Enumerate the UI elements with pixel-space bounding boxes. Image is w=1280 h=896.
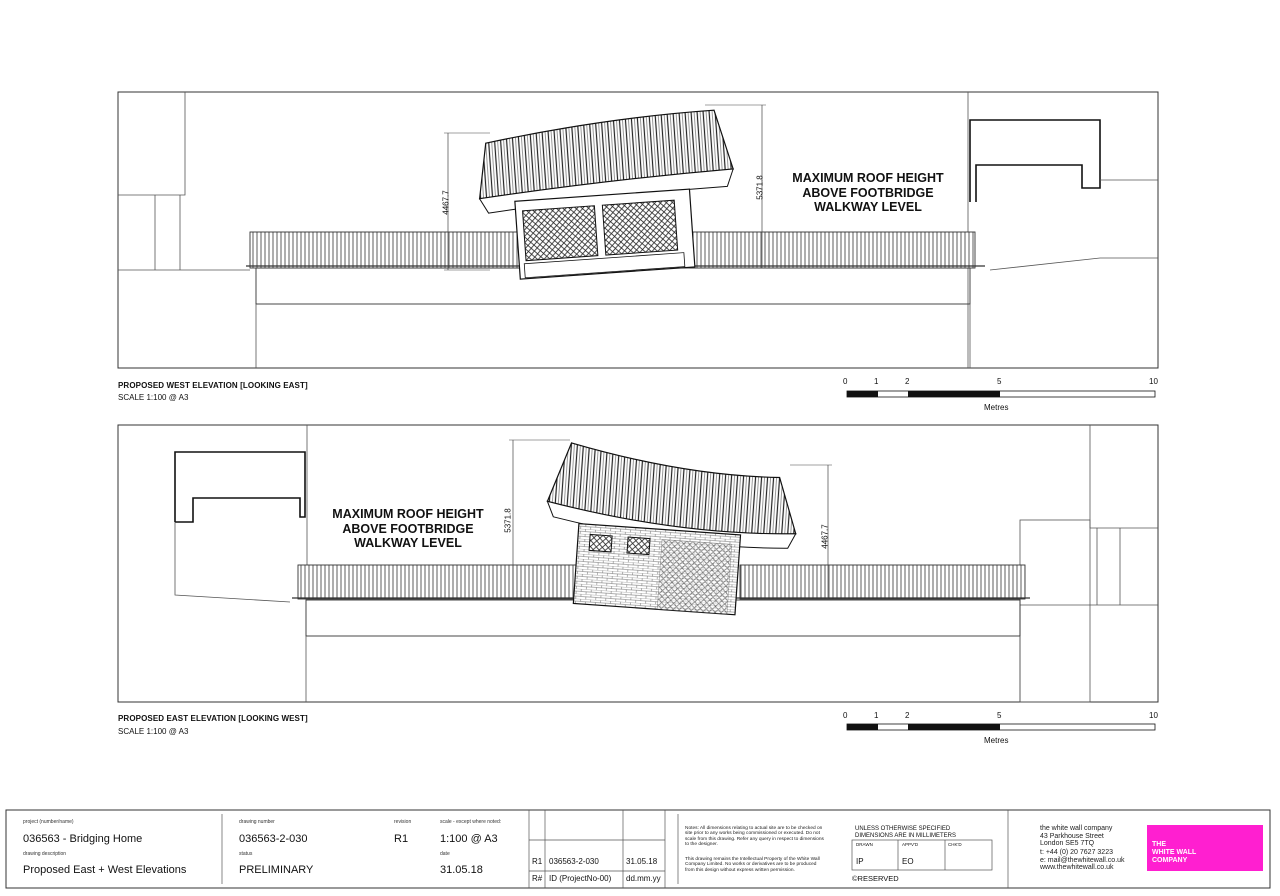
west-caption: PROPOSED WEST ELEVATION [LOOKING EAST] <box>118 381 308 390</box>
east-tick-10: 10 <box>1149 711 1158 720</box>
west-dim-right: 5371.8 <box>755 175 765 200</box>
east-elevation <box>118 425 1158 702</box>
rev-row-1-id: 036563-2-030 <box>549 857 599 866</box>
revision-value: R1 <box>394 833 409 845</box>
east-dim-right: 4467.7 <box>820 524 830 549</box>
east-tick-2: 2 <box>905 711 910 720</box>
status-label: status <box>239 851 253 857</box>
company-address <box>1040 825 1112 848</box>
desc-label: drawing description <box>23 851 67 857</box>
west-tick-10: 10 <box>1149 377 1158 386</box>
logo-line-1: THE <box>1152 841 1166 848</box>
west-scale-text: SCALE 1:100 @ A3 <box>118 393 189 402</box>
company-street: 43 Parkhouse Street <box>1040 832 1104 840</box>
rev-row-2-id: ID (ProjectNo-00) <box>549 874 612 883</box>
date-label: date <box>440 851 450 857</box>
company-logo <box>1147 825 1263 871</box>
west-note-line-2: ABOVE FOOTBRIDGE <box>802 185 934 200</box>
scale-value: 1:100 @ A3 <box>440 833 498 845</box>
company-name: the white wall company <box>1040 825 1113 832</box>
appvd-label: APPV'D <box>902 842 919 847</box>
west-tick-2: 2 <box>905 377 910 386</box>
dims-note-1: UNLESS OTHERWISE SPECIFIED <box>855 826 951 832</box>
rev-row-1-rev: R1 <box>532 857 543 866</box>
reserved-text: ©RESERVED <box>852 874 899 883</box>
logo-line-3: COMPANY <box>1152 857 1188 864</box>
east-tick-0: 0 <box>843 711 848 720</box>
west-dim-left: 4467.7 <box>441 190 451 215</box>
project-value: 036563 - Bridging Home <box>23 833 143 845</box>
east-scale-unit: Metres <box>984 736 1009 745</box>
east-note-line-1: MAXIMUM ROOF HEIGHT <box>332 507 484 521</box>
scale-label: scale - except where noted: <box>440 819 502 825</box>
east-note-line-2: ABOVE FOOTBRIDGE <box>342 521 474 536</box>
drawing-number-label: drawing number <box>239 819 275 825</box>
west-tick-5: 5 <box>997 377 1002 386</box>
company-phone: t: +44 (0) 20 7627 3223 <box>1040 849 1113 856</box>
company-city: London SE5 7TQ <box>1040 840 1095 848</box>
east-caption: PROPOSED EAST ELEVATION [LOOKING WEST] <box>118 714 308 723</box>
east-note-line-3: WALKWAY LEVEL <box>354 536 462 550</box>
date-value: 31.05.18 <box>440 864 483 876</box>
west-scale-unit: Metres <box>984 403 1009 412</box>
east-roof-height-note <box>318 507 498 551</box>
desc-value: Proposed East + West Elevations <box>23 864 187 876</box>
west-tick-0: 0 <box>843 377 848 386</box>
chkd-label: CHK'D <box>948 842 962 847</box>
east-tick-5: 5 <box>997 711 1002 720</box>
logo-line-2: WHITE WALL <box>1152 849 1197 856</box>
west-tick-1: 1 <box>874 377 879 386</box>
east-dim-left: 5371.8 <box>503 508 513 533</box>
west-note-line-1: MAXIMUM ROOF HEIGHT <box>792 171 944 185</box>
company-email: e: mail@thewhitewall.co.uk <box>1040 856 1125 864</box>
west-roof-height-note <box>778 171 958 215</box>
drawn-label: DRAWN <box>856 842 873 847</box>
east-tick-1: 1 <box>874 711 879 720</box>
rev-row-1-date: 31.05.18 <box>626 857 658 866</box>
west-note-line-3: WALKWAY LEVEL <box>814 200 922 214</box>
status-value: PRELIMINARY <box>239 864 314 876</box>
revision-label: revision <box>394 819 412 825</box>
notes-dimensions: Notes: All dimensions relating to actual site are to be checked on site prior to any works being commissioned or executed. Do not scale from this drawing. Refer any query in respect to dimensions to the designer. <box>685 826 824 848</box>
company-website: www.thewhitewall.co.uk <box>1040 864 1114 872</box>
east-scale-text: SCALE 1:100 @ A3 <box>118 727 189 736</box>
notes-ip: This drawing remains the Intellectual Property of the White Wall Company Limited. No works or derivatives are to be produced from this design without express written permission. <box>685 857 820 873</box>
project-label: project (number/name) <box>23 819 74 825</box>
rev-row-2-date: dd.mm.yy <box>626 874 661 883</box>
west-scale-bar <box>847 391 1155 397</box>
west-elevation <box>118 92 1158 368</box>
company-contact <box>1040 849 1125 872</box>
drawing-number-value: 036563-2-030 <box>239 833 308 845</box>
east-scale-bar <box>847 724 1155 730</box>
drawn-value: IP <box>856 857 864 866</box>
appvd-value: EO <box>902 857 914 866</box>
rev-row-2-rev: R# <box>532 874 543 883</box>
dims-note-2: DIMENSIONS ARE IN MILLIMETERS <box>855 833 957 839</box>
